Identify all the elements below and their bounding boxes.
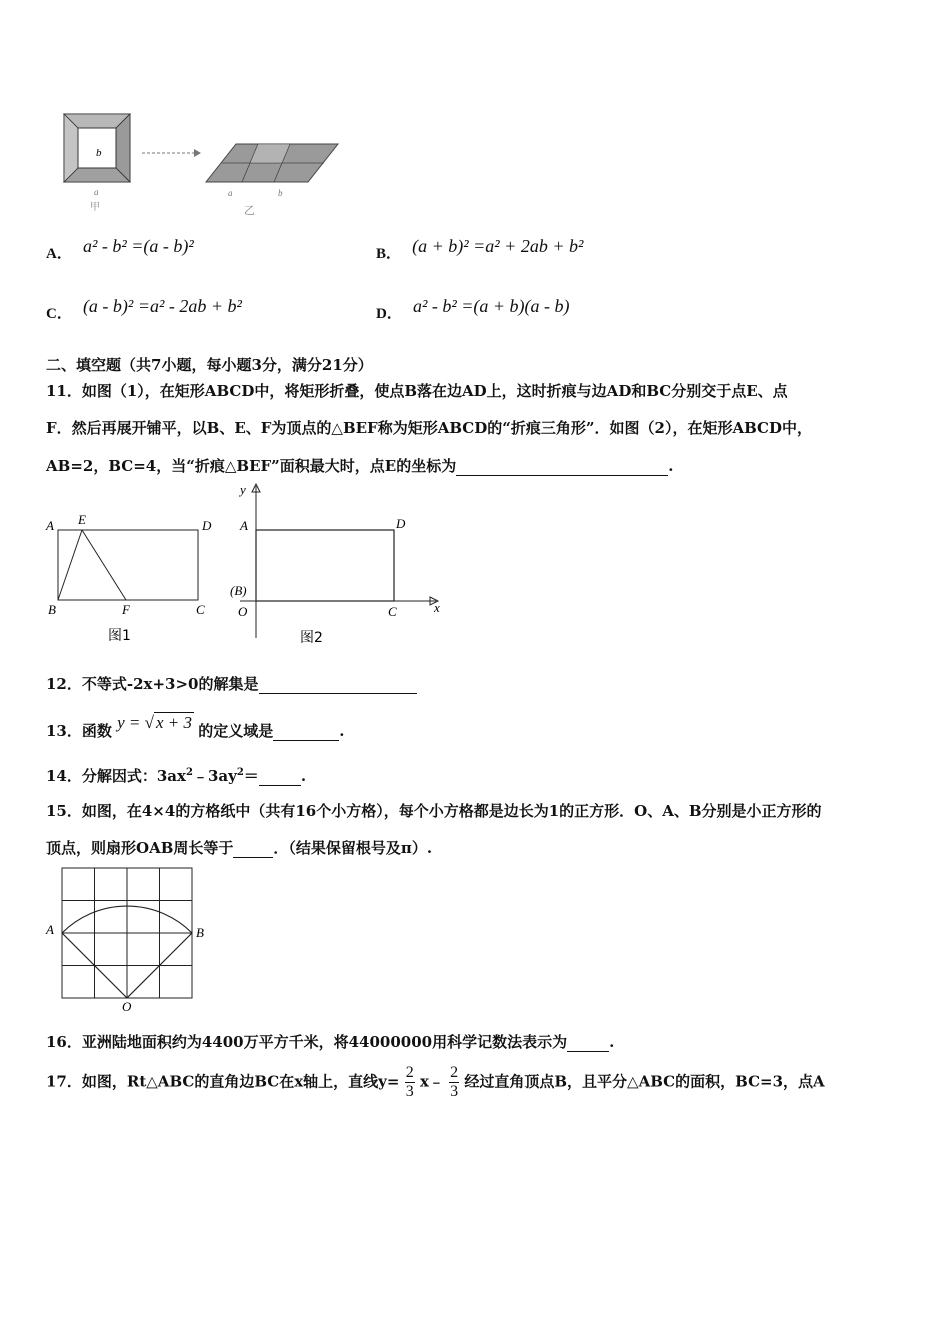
- q15-line2: [46, 837, 432, 858]
- q14-eq: ＝: [243, 767, 259, 785]
- fig2-label-o: O: [238, 604, 248, 619]
- option-c-formula: (a - b)² =a² - 2ab + b²: [82, 296, 242, 316]
- fig2-label-y: y: [240, 482, 246, 497]
- figure-yi: [200, 138, 345, 220]
- fig1-label-c: C: [196, 602, 205, 617]
- q16: [46, 1031, 614, 1052]
- fig2-label-d: D: [396, 516, 406, 531]
- fig-jia-label-a: a: [94, 187, 99, 197]
- q14: 14．分解因式：$3ax^2﹣3ay^2=$ .: [46, 767, 307, 785]
- q17-fraction-1: [405, 1064, 415, 1101]
- fig1-label-d: D: [202, 518, 212, 533]
- q13: [46, 712, 345, 740]
- arrow-right-icon: [140, 145, 202, 161]
- q14-answer-blank[interactable]: [259, 770, 301, 786]
- q11-line3-end: .: [668, 457, 674, 475]
- q13-prefix: 13．函数: [46, 722, 112, 740]
- q16-text: 16．亚洲陆地面积约为4400万平方千米，将44000000用科学记数法表示为: [46, 1033, 568, 1051]
- section-2-title: 二、填空题（共7小题，每小题3分，满分21分）: [46, 356, 373, 374]
- q14-mid: ﹣3ay: [192, 767, 237, 785]
- q15-line2-b: ．（结果保留根号及π）.: [273, 839, 433, 857]
- q15-line2-a: 顶点，则扇形OAB周长等于: [46, 839, 234, 857]
- figure-2: [226, 480, 446, 650]
- q17: [46, 1064, 825, 1101]
- q14-prefix: 14．分解因式：3ax: [46, 767, 186, 785]
- q17-frac2-den: 3: [450, 1083, 459, 1100]
- q12: [46, 673, 417, 694]
- fig-yi-label-a: a: [228, 188, 233, 198]
- q11-line2: F．然后再展开铺平，以B、E、F为顶点的△BEF称为矩形ABCD的“折痕三角形”．如图（2），在矩形ABCD中，: [46, 419, 812, 437]
- q17-fraction-2: [449, 1064, 459, 1101]
- q11-line3-text: AB=2，BC=4，当“折痕△BEF”面积最大时，点E的坐标为: [46, 457, 457, 475]
- option-b[interactable]: [376, 236, 584, 263]
- q13-answer-blank[interactable]: [273, 725, 339, 741]
- fig2-caption: 图2: [300, 630, 323, 646]
- option-d[interactable]: [376, 296, 570, 323]
- q11-line1: 11．如图（1），在矩形ABCD中，将矩形折叠，使点B落在边AD上，这时折痕与边AD和BC分别交于点E、点: [46, 382, 788, 400]
- q12-answer-blank[interactable]: [259, 678, 417, 694]
- q16-end: .: [609, 1033, 615, 1051]
- q14-end: .: [300, 767, 307, 785]
- fig2-label-b: (B): [230, 583, 247, 598]
- fig1-label-e: E: [78, 512, 86, 527]
- q17-suffix: 经过直角顶点B，且平分△ABC的面积，BC=3，点A: [464, 1072, 825, 1091]
- q17-mid: x﹣: [419, 1072, 444, 1091]
- q11-line3: [46, 455, 673, 476]
- option-d-letter: D．: [376, 306, 402, 322]
- fig1-label-a: A: [46, 518, 54, 533]
- fig1-label-b: B: [48, 602, 56, 617]
- q17-frac1-num: 2: [405, 1064, 414, 1081]
- fig2-label-a: A: [240, 518, 248, 533]
- option-b-letter: B．: [376, 246, 402, 262]
- fig15-label-a: A: [46, 922, 54, 937]
- fig1-label-f: F: [122, 602, 130, 617]
- option-c[interactable]: [46, 296, 242, 323]
- option-b-formula: (a + b)² =a² + 2ab + b²: [412, 236, 584, 256]
- fig2-label-c: C: [388, 604, 397, 619]
- option-d-formula: a² - b² =(a + b)(a - b): [412, 296, 570, 316]
- fig-yi-label-b: b: [278, 188, 283, 198]
- q13-formula: [117, 712, 198, 732]
- option-a-letter: A．: [46, 246, 72, 262]
- q17-frac1-den: 3: [405, 1083, 414, 1100]
- q13-formula-y: y =: [117, 713, 141, 732]
- fig2-label-x: x: [434, 600, 440, 615]
- option-a-formula: a² - b² =(a - b)²: [82, 236, 194, 256]
- figure-jia: [60, 110, 140, 220]
- q15-line1: 15．如图，在4×4的方格纸中（共有16个小方格），每个小方格都是边长为1的正方形．O、A、B分别是小正方形的: [46, 802, 822, 820]
- fig15-label-b: B: [196, 925, 204, 940]
- q17-prefix: 17．如图，Rt△ABC的直角边BC在x轴上，直线y=: [46, 1072, 400, 1091]
- q13-end: .: [339, 722, 345, 740]
- q15-answer-blank[interactable]: [233, 842, 273, 858]
- q16-answer-blank[interactable]: [567, 1036, 609, 1052]
- q17-frac2-num: 2: [450, 1064, 459, 1081]
- q11-answer-blank[interactable]: [456, 460, 668, 476]
- fig15-label-o: O: [122, 999, 132, 1014]
- fig1-caption: 图1: [108, 628, 131, 644]
- figure-1: [40, 508, 220, 648]
- fig-yi-caption: 乙: [244, 204, 255, 217]
- option-c-letter: C．: [46, 306, 72, 322]
- q13-formula-rad: x + 3: [155, 713, 193, 732]
- q12-text: 12．不等式-2x+3>0的解集是: [46, 675, 259, 693]
- option-a[interactable]: [46, 236, 194, 263]
- figure-15-grid: [40, 862, 220, 1014]
- fig-jia-caption: 甲: [90, 202, 100, 213]
- fig-jia-label-b: b: [96, 147, 102, 159]
- q13-suffix: 的定义域是: [198, 722, 274, 740]
- sqrt-icon: √: [144, 713, 154, 732]
